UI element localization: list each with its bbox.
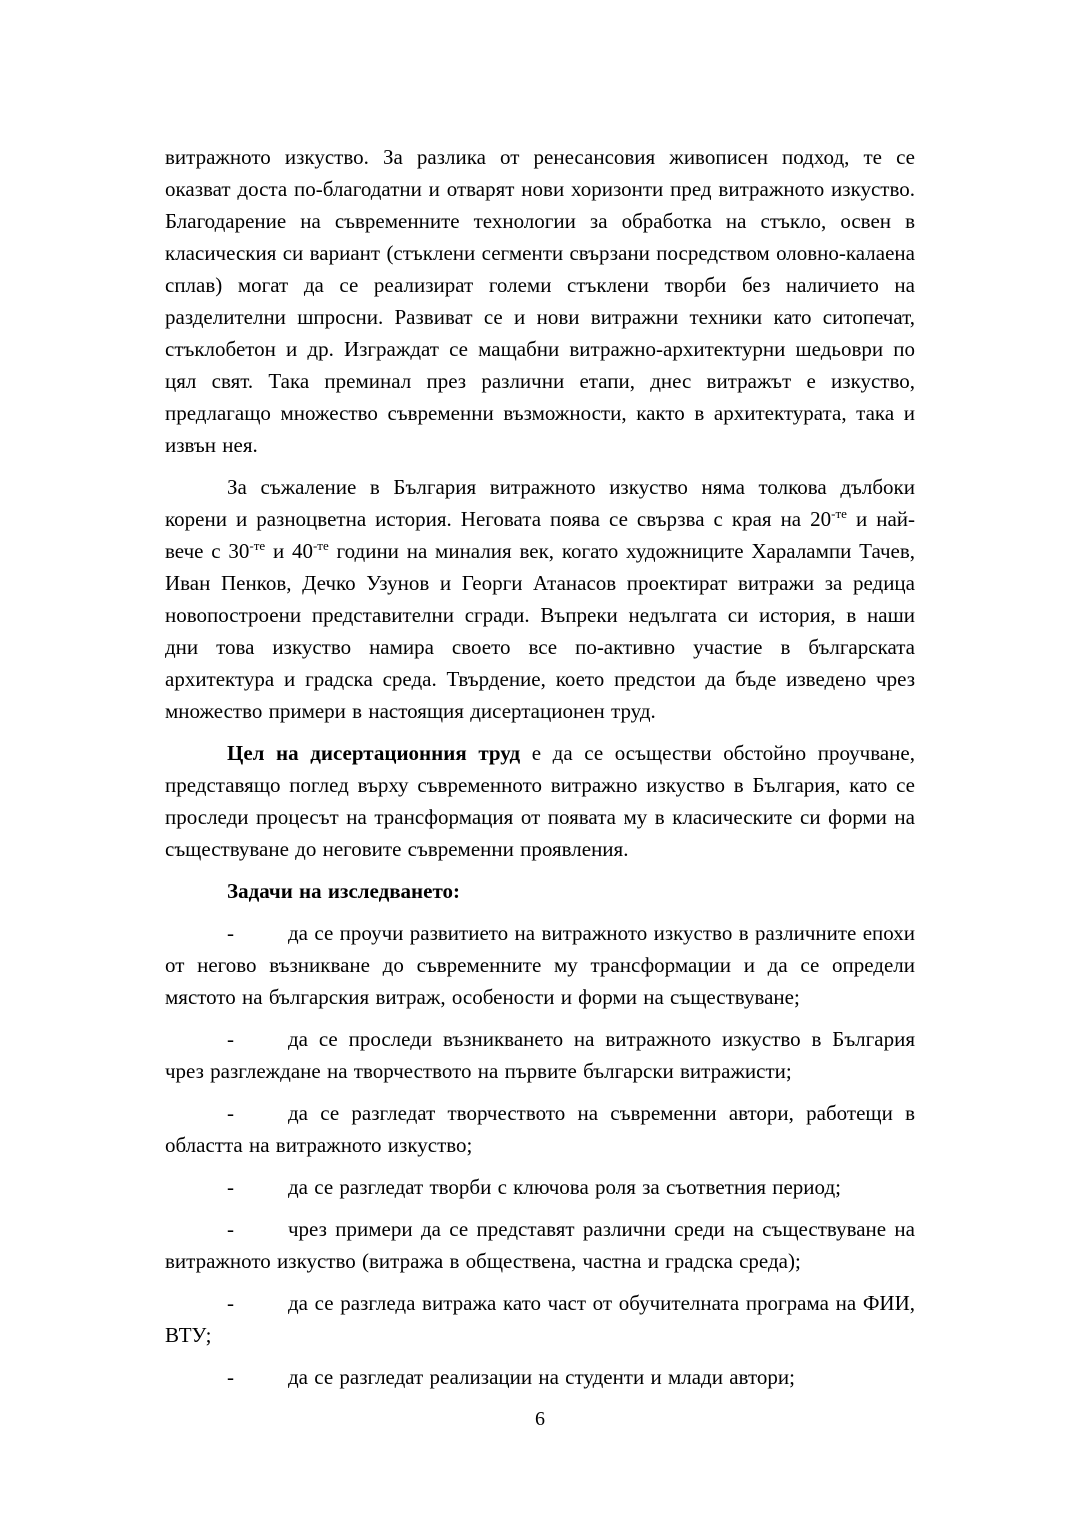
- list-item: [165, 1023, 915, 1087]
- list-item: [165, 1287, 915, 1351]
- page-number: 6: [535, 1408, 545, 1430]
- text-run: да се разгледат реализации на студенти и млади автори;: [288, 1365, 795, 1389]
- list-dash: -: [227, 1365, 234, 1389]
- text-run: -те: [249, 538, 266, 553]
- text-run: да се разгледат творби с ключова роля за съответния период;: [288, 1175, 841, 1199]
- list-dash: -: [227, 1101, 234, 1125]
- text-run: да се разгледат творчеството на съвременни автори, работещи в областта на витражното изкуство;: [165, 1101, 915, 1157]
- list-item: [165, 1171, 915, 1203]
- text-run: За съжаление в България витражното изкуство няма толкова дълбоки корени и разноцветна история. Неговата поява се свързва с края на 20: [165, 475, 915, 531]
- list-item: [165, 1097, 915, 1161]
- list-dash: -: [227, 1175, 234, 1199]
- text-run: чрез примери да се представят различни среди на съществуване на витражното изкуство (витража в обществена, частна и градска среда);: [165, 1217, 915, 1273]
- text-run: -те: [312, 538, 329, 553]
- text-run: и най-вече с 30: [165, 507, 915, 563]
- text-run: и 40: [265, 539, 313, 563]
- text-run: да се проследи възникването на витражното изкуство в България чрез разглеждане на творчеството на първите български витражисти;: [165, 1027, 915, 1083]
- list-dash: -: [227, 1291, 234, 1315]
- list-item: [165, 1213, 915, 1277]
- text-run: години на миналия век, когато художниците Харалампи Тачев, Иван Пенков, Дечко Узунов и Георги Атанасов проектират витражи за редица новопостроени представителни сгради. Въпреки недългата си история, в наши дни това изкуство намира своето все по-активно участие в българската архитектура и градска среда. Твърдение, което предстои да бъде изведено чрез множество примери в настоящия дисертационен труд.: [165, 539, 915, 723]
- text-run: -те: [831, 506, 847, 521]
- text-run: Цел на дисертационния труд: [227, 741, 521, 765]
- paragraph: [165, 471, 915, 727]
- page-content: [165, 141, 915, 1403]
- section-heading: [165, 875, 915, 907]
- text-run: витражното изкуство. За разлика от ренесансовия живописен подход, те се оказват доста по-благодатни и отварят нови хоризонти пред витражното изкуство. Благодарение на съвременните технологии за обработка на стъкло, освен в класическия си вариант (стъклени сегменти свързани посредством оловно-калаена сплав) могат да се реализират големи стъклени творби без наличието на разделителни шпросни. Развиват се и нови витражни техники като ситопечат, стъклобетон и др. Изграждат се мащабни витражно-архитектурни шедьоври по цял свят. Така преминал през различни етапи, днес витражът е изкуство, предлагащо множество съвременни възможности, както в архитектурата, така и извън нея.: [165, 145, 915, 457]
- text-run: е да се осъществи обстойно проучване, представящо поглед върху съвременното витражно изкуство в България, като се проследи процесът на трансформация от появата му в класическите си форми на съществуване до неговите съвременни проявления.: [165, 741, 915, 861]
- list-item: [165, 1361, 915, 1393]
- paragraph: [165, 737, 915, 865]
- text-run: Задачи на изследването:: [227, 879, 461, 903]
- list-dash: -: [227, 921, 234, 945]
- paragraph: [165, 141, 915, 461]
- text-run: да се проучи развитието на витражното изкуство в различните епохи от негово възникване до съвременните му трансформации и да се определи мястото на българския витраж, особености и форми на съществуване;: [165, 921, 915, 1009]
- list-dash: -: [227, 1027, 234, 1051]
- text-run: да се разгледа витража като част от обучителната програма на ФИИ, ВТУ;: [165, 1291, 915, 1347]
- list-item: [165, 917, 915, 1013]
- list-dash: -: [227, 1217, 234, 1241]
